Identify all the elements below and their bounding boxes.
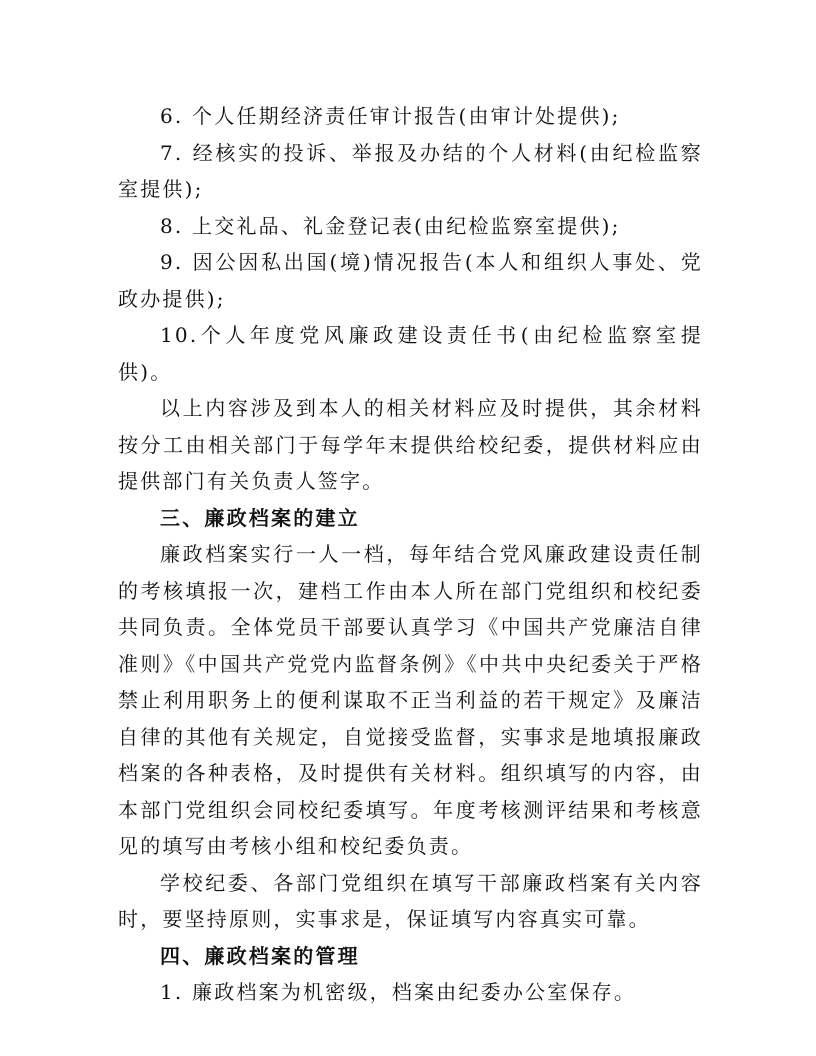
list-item-gift-registration: 8. 上交礼品、礼金登记表(由纪检监察室提供); — [160, 213, 621, 238]
list-item-responsibility-letter: 10.个人年度党风廉政建设责任书(由纪检监察室提供)。 — [118, 323, 703, 384]
section-heading-archive-management: 四、廉政档案的管理 — [160, 943, 360, 968]
body-paragraph-filling-principles: 学校纪委、各部门党组织在填写干部廉政档案有关内容时，要坚持原则，实事求是，保证填写内容真实可靠。 — [118, 870, 703, 931]
list-item-confidential-level: 1. 廉政档案为机密级，档案由纪委办公室保存。 — [160, 980, 637, 1004]
list-item-complaint-materials: 7. 经核实的投诉、举报及办结的个人材料(由纪检监察室提供); — [118, 140, 703, 201]
document-body — [118, 98, 703, 1011]
body-paragraph-materials-provision: 以上内容涉及到本人的相关材料应及时提供，其余材料按分工由相关部门于每学年末提供给校纪委，提供材料应由提供部门有关负责人签字。 — [118, 396, 703, 493]
list-item-audit-report: 6. 个人任期经济责任审计报告(由审计处提供); — [160, 104, 621, 128]
section-heading-archive-establishment: 三、廉政档案的建立 — [160, 505, 360, 530]
body-paragraph-archive-establishment: 廉政档案实行一人一档，每年结合党风廉政建设责任制的考核填报一次，建档工作由本人所在部门党组织和校纪委共同负责。全体党员干部要认真学习《中国共产党廉洁自律准则》《中国共产党党内监督条例》《中共中央纪委关于严格禁止利用职务上的便利谋取不正当利益的若干规定》及廉洁自律的其他有关规定，自觉接受监督，实事求是地填报廉政档案的各种表格，及时提供有关材料。组织填写的内容，由本部门党组织会同校纪委填写。年度考核测评结果和考核意见的填写由考核小组和校纪委负责。 — [118, 542, 703, 858]
list-item-travel-abroad-report: 9. 因公因私出国(境)情况报告(本人和组织人事处、党政办提供); — [118, 250, 703, 311]
